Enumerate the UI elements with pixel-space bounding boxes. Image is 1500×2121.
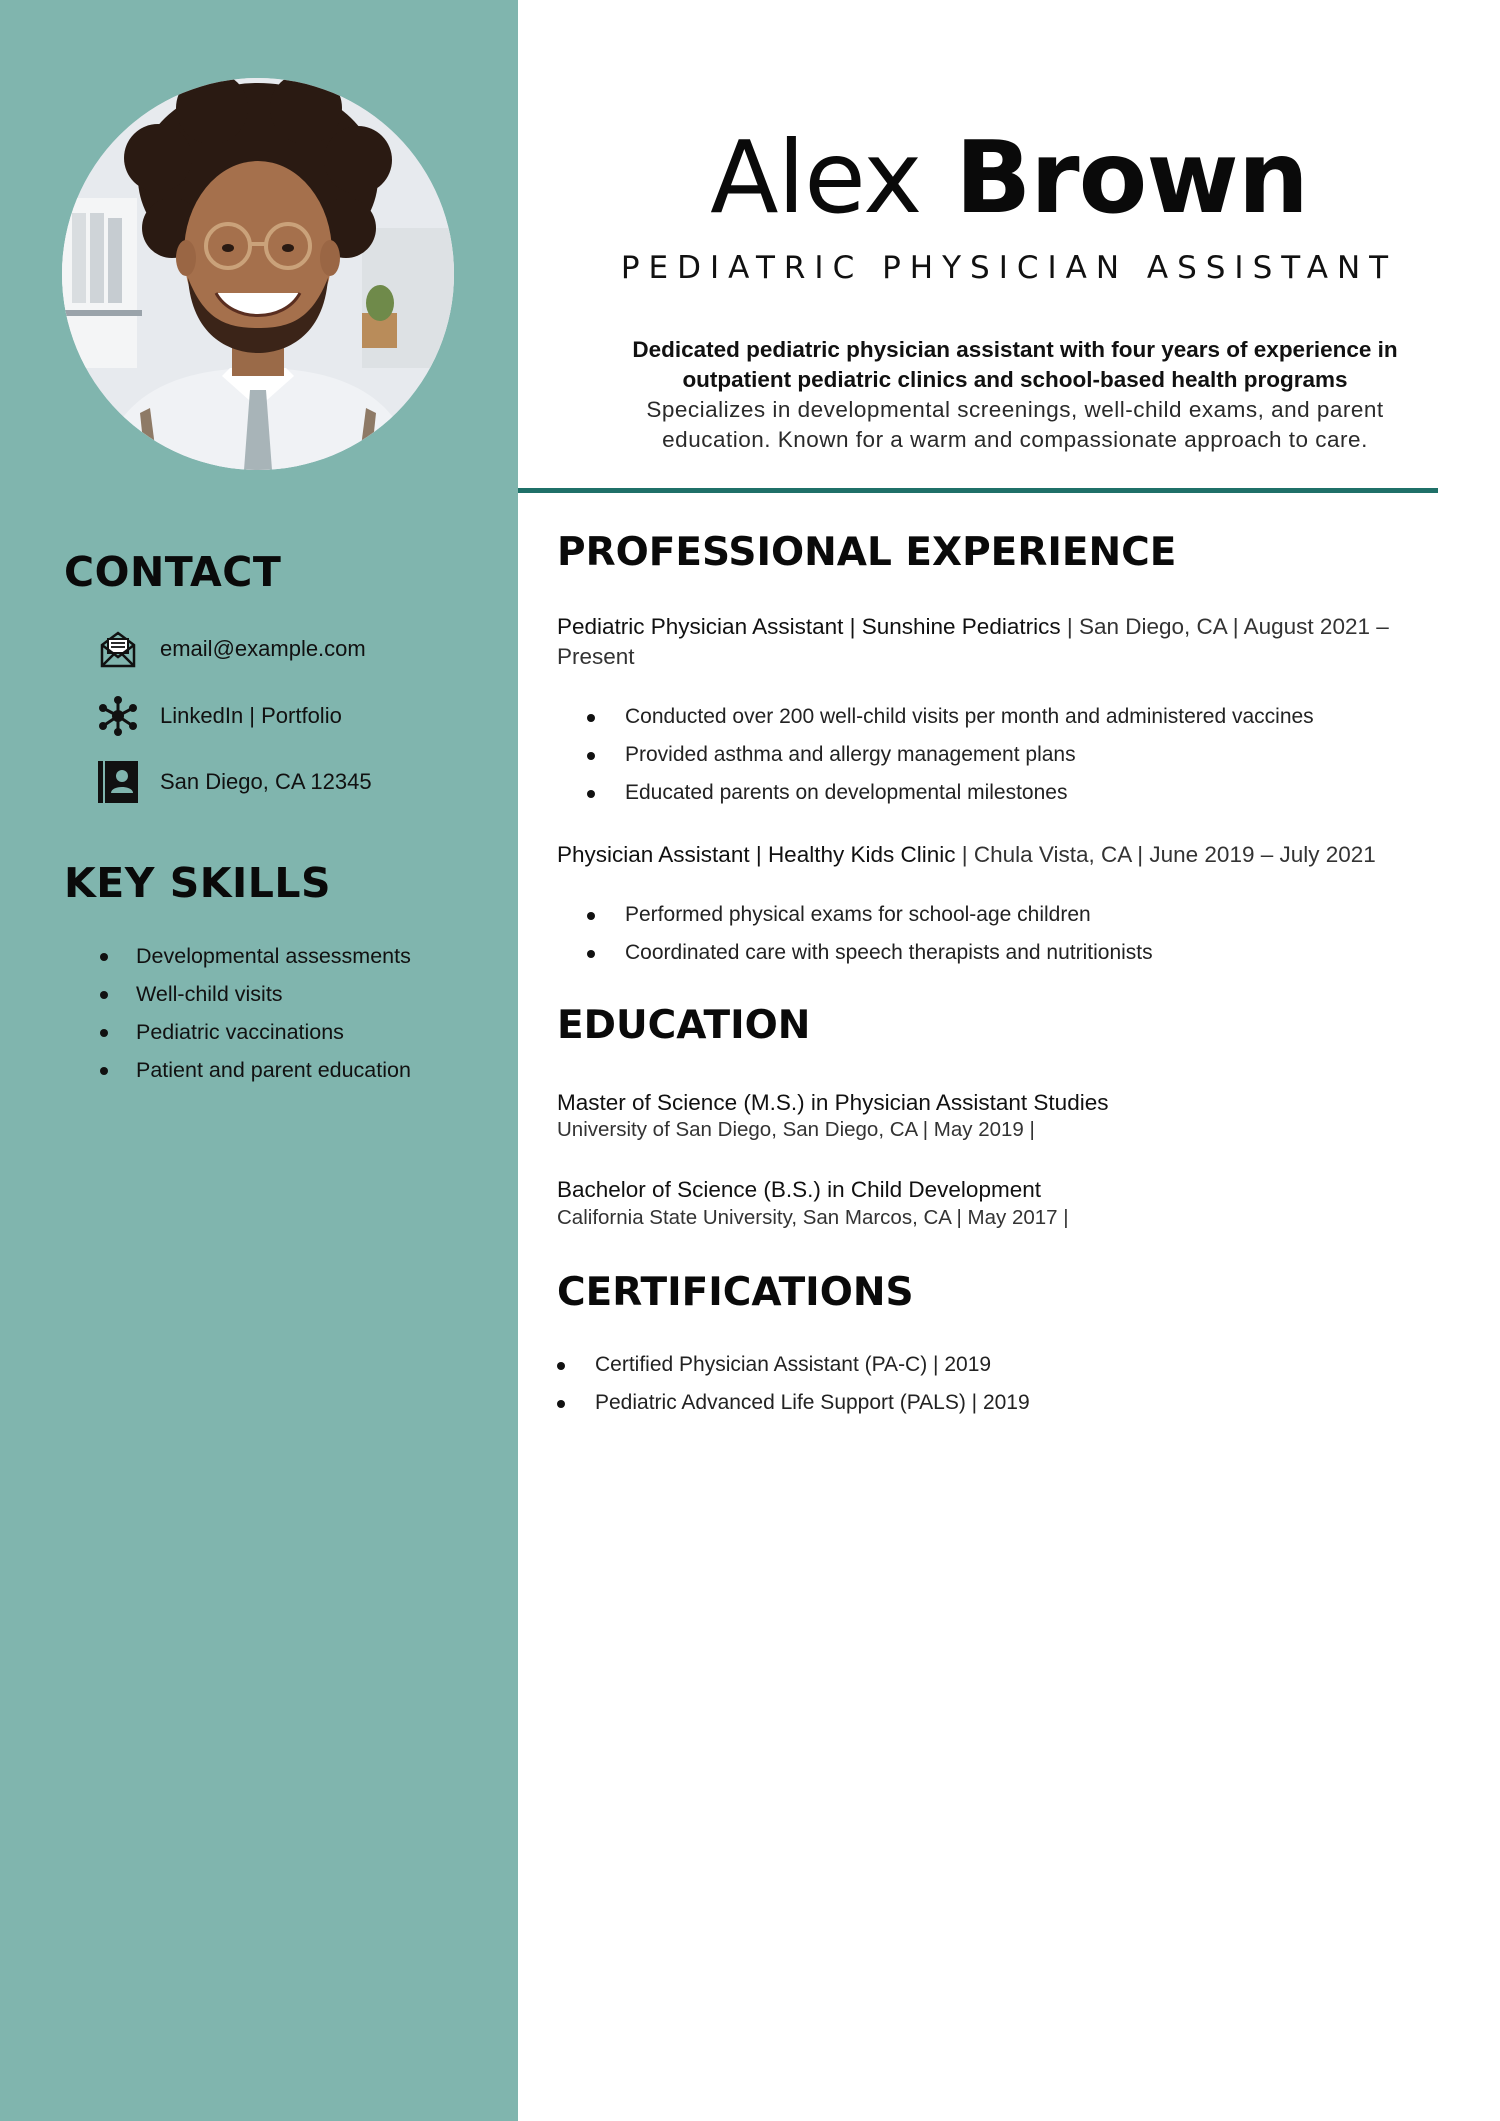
candidate-name xyxy=(518,118,1500,238)
last-name: Brown xyxy=(955,119,1308,236)
envelope-icon xyxy=(96,627,140,671)
contact-links[interactable] xyxy=(96,694,342,738)
contact-location[interactable] xyxy=(96,760,372,804)
network-icon xyxy=(96,694,140,738)
job-bullets xyxy=(585,698,1314,812)
skills-heading: KEY SKILLS xyxy=(64,859,332,907)
contact-location-text: San Diego, CA 12345 xyxy=(160,769,372,794)
job-title: PEDIATRIC PHYSICIAN ASSISTANT xyxy=(620,250,1398,286)
job-title-line xyxy=(557,840,1427,870)
list-item: Pediatric vaccinations xyxy=(100,1013,411,1051)
list-item: Educated parents on developmental milestones xyxy=(585,774,1314,812)
summary xyxy=(590,335,1440,455)
job-meta: | San Diego, CA | August 2021 – Present xyxy=(557,614,1389,669)
job-role: Physician Assistant | Healthy Kids Clinic xyxy=(557,842,956,867)
contact-links-text: LinkedIn | Portfolio xyxy=(160,703,342,728)
list-item: Developmental assessments xyxy=(100,937,411,975)
job-role: Pediatric Physician Assistant | Sunshine Pediatrics xyxy=(557,614,1061,639)
job-title-line xyxy=(557,612,1427,672)
contact-heading: CONTACT xyxy=(64,548,282,596)
experience-heading: PROFESSIONAL EXPERIENCE xyxy=(557,530,1177,575)
list-item: Pediatric Advanced Life Support (PALS) | 2019 xyxy=(555,1384,1030,1422)
list-item: Provided asthma and allergy management plans xyxy=(585,736,1314,774)
certifications-heading: CERTIFICATIONS xyxy=(557,1270,914,1315)
sidebar xyxy=(0,0,518,2121)
list-item: Performed physical exams for school-age children xyxy=(585,896,1153,934)
header-divider xyxy=(518,488,1438,493)
contact-email[interactable] xyxy=(96,627,366,671)
list-item: Coordinated care with speech therapists and nutritionists xyxy=(585,934,1153,972)
edu-degree: Master of Science (M.S.) in Physician Assistant Studies xyxy=(557,1090,1109,1115)
list-item: Well-child visits xyxy=(100,975,411,1013)
education-heading: EDUCATION xyxy=(557,1003,811,1048)
edu-degree: Bachelor of Science (B.S.) in Child Development xyxy=(557,1177,1041,1202)
summary-bold: Dedicated pediatric physician assistant with four years of experience in outpatient pediatric clinics and school-based health programs xyxy=(632,337,1398,392)
edu-meta: California State University, San Marcos, CA | May 2017 | xyxy=(557,1206,1069,1229)
list-item: Certified Physician Assistant (PA-C) | 2019 xyxy=(555,1346,1030,1384)
first-name: Alex xyxy=(710,119,922,236)
job-meta: | Chula Vista, CA | June 2019 – July 2021 xyxy=(955,842,1376,867)
list-item: Conducted over 200 well-child visits per month and administered vaccines xyxy=(585,698,1314,736)
list-item: Patient and parent education xyxy=(100,1051,411,1089)
edu-meta: University of San Diego, San Diego, CA | May 2019 | xyxy=(557,1118,1035,1141)
certifications-list xyxy=(555,1346,1030,1422)
address-book-icon xyxy=(96,760,140,804)
skills-list xyxy=(100,937,411,1089)
profile-photo xyxy=(62,78,454,470)
job-bullets xyxy=(585,896,1153,972)
summary-regular: Specializes in developmental screenings, well-child exams, and parent education. Known for a warm and compassionate approach to care. xyxy=(646,397,1384,452)
contact-email-text: email@example.com xyxy=(160,636,366,661)
